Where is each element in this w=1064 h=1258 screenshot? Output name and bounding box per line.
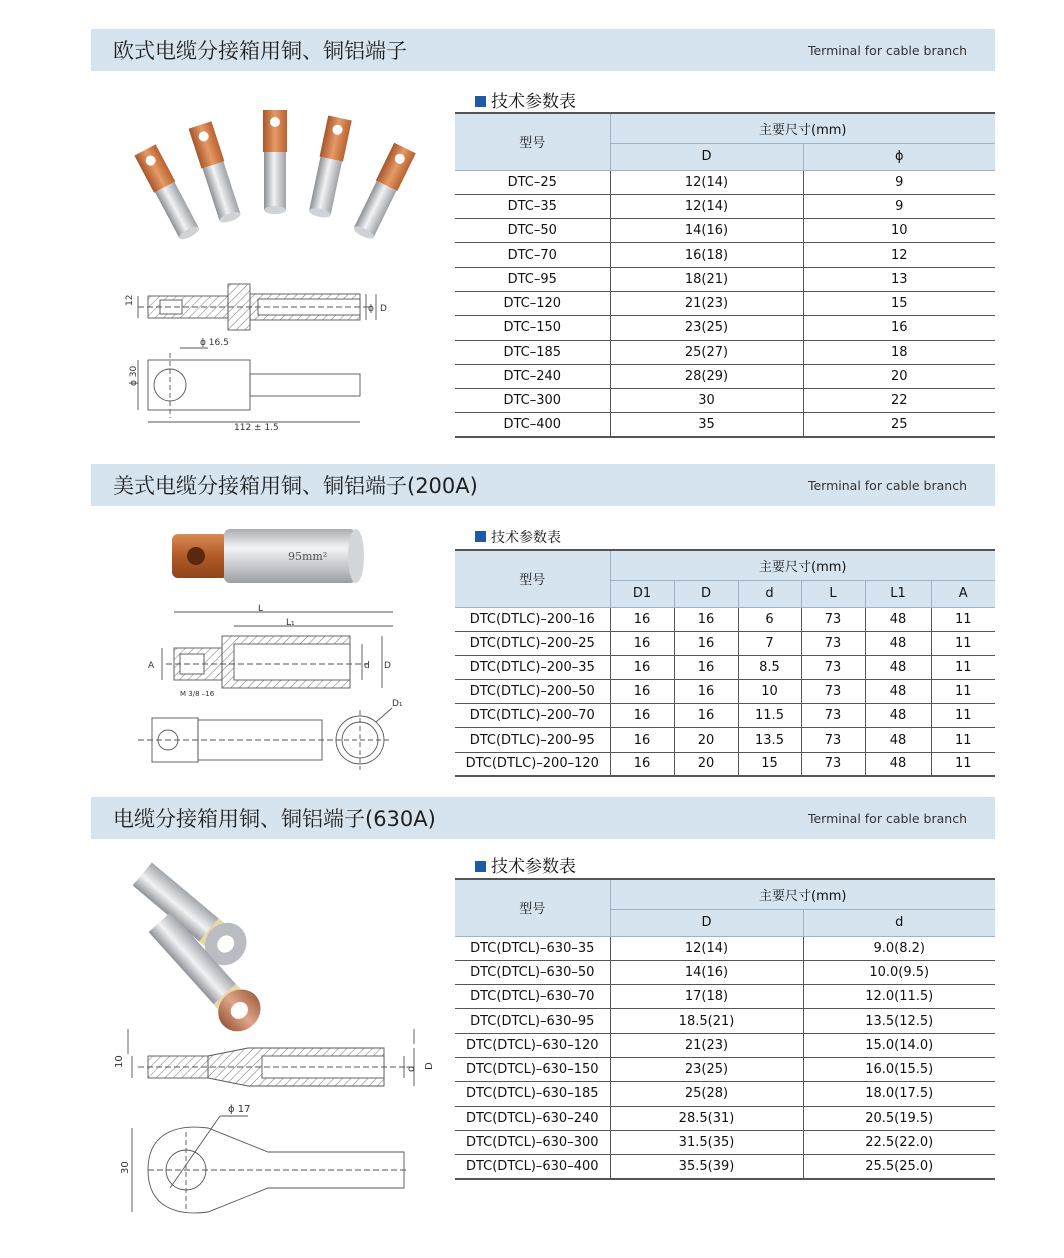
table-row <box>455 752 995 776</box>
model-cell: DTC–150 <box>455 316 610 340</box>
dimension-label: 12 <box>125 294 135 306</box>
header-main-dimensions: 主要尺寸(mm) <box>610 113 995 143</box>
value-cell: 12.0(11.5) <box>803 985 995 1009</box>
model-cell: DTC(DTCL)–630–70 <box>455 985 610 1009</box>
table-row <box>455 267 995 291</box>
value-cell: 11 <box>931 607 995 631</box>
value-cell: 48 <box>865 752 931 776</box>
table-row <box>455 219 995 243</box>
model-cell: DTC(DTLC)–200–70 <box>455 704 610 728</box>
column-header: D <box>674 580 738 607</box>
column-header: d <box>803 909 995 936</box>
table-row <box>455 413 995 437</box>
header-main-dimensions: 主要尺寸(mm) <box>610 879 995 909</box>
model-cell: DTC(DTCL)–630–95 <box>455 1009 610 1033</box>
table-row <box>455 728 995 752</box>
value-cell: 8.5 <box>738 655 801 679</box>
model-cell: DTC(DTCL)–630–300 <box>455 1130 610 1154</box>
dimension-label: M 3/8 –16 <box>180 690 215 698</box>
section-banner <box>91 797 995 839</box>
value-cell: 35 <box>610 413 803 437</box>
dimension-label: ϕ 17 <box>228 1104 251 1115</box>
column-header: D <box>610 143 803 170</box>
section-banner <box>91 464 995 506</box>
value-cell: 10 <box>738 680 801 704</box>
value-cell: 73 <box>801 680 865 704</box>
value-cell: 20 <box>803 364 995 388</box>
value-cell: 25(27) <box>610 340 803 364</box>
value-cell: 16 <box>610 728 674 752</box>
value-cell: 48 <box>865 728 931 752</box>
value-cell: 23(25) <box>610 316 803 340</box>
value-cell: 11 <box>931 704 995 728</box>
table-row <box>455 1009 995 1033</box>
value-cell: 20 <box>674 752 738 776</box>
value-cell: 22.5(22.0) <box>803 1130 995 1154</box>
bullet-square-icon <box>475 861 486 872</box>
dimension-label: L <box>258 604 264 614</box>
table-row <box>455 1082 995 1106</box>
value-cell: 16 <box>610 607 674 631</box>
value-cell: 12(14) <box>610 170 803 194</box>
value-cell: 11 <box>931 680 995 704</box>
value-cell: 12 <box>803 243 995 267</box>
table-heading: 技术参数表 <box>475 87 576 112</box>
model-cell: DTC(DTLC)–200–95 <box>455 728 610 752</box>
value-cell: 16.0(15.5) <box>803 1057 995 1081</box>
section-title: 美式电缆分接箱用铜、铜铝端子(200A) <box>113 474 478 498</box>
model-cell: DTC(DTLC)–200–35 <box>455 655 610 679</box>
value-cell: 17(18) <box>610 985 803 1009</box>
model-cell: DTC–300 <box>455 389 610 413</box>
value-cell: 7 <box>738 631 801 655</box>
model-cell: DTC(DTCL)–630–185 <box>455 1082 610 1106</box>
value-cell: 9.0(8.2) <box>803 936 995 960</box>
model-cell: DTC–50 <box>455 219 610 243</box>
table-heading: 技术参数表 <box>475 527 561 547</box>
value-cell: 73 <box>801 631 865 655</box>
table-row <box>455 680 995 704</box>
table-row <box>455 1057 995 1081</box>
model-cell: DTC–25 <box>455 170 610 194</box>
dimension-label: 30 <box>120 1161 131 1174</box>
value-cell: 16 <box>674 680 738 704</box>
value-cell: 12(14) <box>610 194 803 218</box>
value-cell: 22 <box>803 389 995 413</box>
dimension-label: D <box>380 304 387 314</box>
dimension-label: D₁ <box>392 699 403 709</box>
terminal-technical-drawing <box>118 278 408 433</box>
column-header: L <box>801 580 865 607</box>
value-cell: 14(16) <box>610 960 803 984</box>
value-cell: 16 <box>610 655 674 679</box>
value-cell: 9 <box>803 170 995 194</box>
model-cell: DTC–35 <box>455 194 610 218</box>
table-row <box>455 316 995 340</box>
value-cell: 16(18) <box>610 243 803 267</box>
section-subtitle-english: Terminal for cable branch <box>807 811 967 826</box>
table-row <box>455 655 995 679</box>
value-cell: 6 <box>738 607 801 631</box>
value-cell: 73 <box>801 752 865 776</box>
value-cell: 35.5(39) <box>610 1155 803 1179</box>
dimension-label: D <box>424 1062 435 1070</box>
value-cell: 12(14) <box>610 936 803 960</box>
value-cell: 20 <box>674 728 738 752</box>
value-cell: 15 <box>803 291 995 315</box>
dimension-label: 112 ± 1.5 <box>234 423 279 433</box>
value-cell: 16 <box>674 631 738 655</box>
section-subtitle-english: Terminal for cable branch <box>807 43 967 58</box>
table-row <box>455 170 995 194</box>
bullet-square-icon <box>475 96 486 107</box>
model-cell: DTC(DTCL)–630–150 <box>455 1057 610 1081</box>
value-cell: 11 <box>931 752 995 776</box>
dimension-label: ϕ <box>368 304 374 314</box>
dimension-label: 10 <box>114 1055 125 1068</box>
bullet-square-icon <box>475 531 486 542</box>
model-cell: DTC–95 <box>455 267 610 291</box>
table-row <box>455 985 995 1009</box>
table-row <box>455 291 995 315</box>
section-subtitle-english: Terminal for cable branch <box>807 478 967 493</box>
value-cell: 18(21) <box>610 267 803 291</box>
value-cell: 16 <box>674 607 738 631</box>
header-model: 型号 <box>455 879 610 936</box>
dimension-label: ϕ 16.5 <box>200 338 229 348</box>
value-cell: 13.5(12.5) <box>803 1009 995 1033</box>
value-cell: 21(23) <box>610 1033 803 1057</box>
section-banner <box>91 29 995 71</box>
column-header: d <box>738 580 801 607</box>
value-cell: 28(29) <box>610 364 803 388</box>
table-row <box>455 364 995 388</box>
value-cell: 13 <box>803 267 995 291</box>
value-cell: 25.5(25.0) <box>803 1155 995 1179</box>
model-cell: DTC–400 <box>455 413 610 437</box>
value-cell: 73 <box>801 607 865 631</box>
table-row <box>455 194 995 218</box>
column-header: ϕ <box>803 143 995 170</box>
dimension-label: d <box>406 1065 417 1072</box>
spec-table <box>455 112 995 438</box>
table-row <box>455 340 995 364</box>
table-row <box>455 704 995 728</box>
dimension-label: A <box>148 661 155 671</box>
value-cell: 15 <box>738 752 801 776</box>
value-cell: 16 <box>674 704 738 728</box>
terminal-technical-drawing <box>108 1024 433 1214</box>
value-cell: 31.5(35) <box>610 1130 803 1154</box>
value-cell: 18.0(17.5) <box>803 1082 995 1106</box>
value-cell: 48 <box>865 631 931 655</box>
value-cell: 16 <box>610 631 674 655</box>
value-cell: 11 <box>931 655 995 679</box>
value-cell: 48 <box>865 607 931 631</box>
table-row <box>455 389 995 413</box>
value-cell: 73 <box>801 655 865 679</box>
model-cell: DTC(DTCL)–630–35 <box>455 936 610 960</box>
table-row <box>455 960 995 984</box>
terminal-product-photo <box>105 100 445 250</box>
value-cell: 48 <box>865 655 931 679</box>
terminal-technical-drawing <box>138 602 413 780</box>
value-cell: 20.5(19.5) <box>803 1106 995 1130</box>
spec-table <box>455 549 995 777</box>
value-cell: 28.5(31) <box>610 1106 803 1130</box>
value-cell: 16 <box>674 655 738 679</box>
value-cell: 16 <box>610 752 674 776</box>
column-header: D1 <box>610 580 674 607</box>
table-row <box>455 1130 995 1154</box>
value-cell: 21(23) <box>610 291 803 315</box>
value-cell: 25(28) <box>610 1082 803 1106</box>
table-row <box>455 243 995 267</box>
value-cell: 73 <box>801 728 865 752</box>
value-cell: 16 <box>610 704 674 728</box>
value-cell: 14(16) <box>610 219 803 243</box>
model-cell: DTC–120 <box>455 291 610 315</box>
header-model: 型号 <box>455 113 610 170</box>
value-cell: 18.5(21) <box>610 1009 803 1033</box>
column-header: A <box>931 580 995 607</box>
product-marking: 95mm² <box>288 550 328 563</box>
value-cell: 25 <box>803 413 995 437</box>
dimension-label: ϕ 30 <box>129 365 139 386</box>
value-cell: 30 <box>610 389 803 413</box>
model-cell: DTC–240 <box>455 364 610 388</box>
header-model: 型号 <box>455 550 610 607</box>
value-cell: 16 <box>610 680 674 704</box>
header-main-dimensions: 主要尺寸(mm) <box>610 550 995 580</box>
value-cell: 15.0(14.0) <box>803 1033 995 1057</box>
column-header: L1 <box>865 580 931 607</box>
model-cell: DTC(DTCL)–630–50 <box>455 960 610 984</box>
table-row <box>455 1106 995 1130</box>
table-row <box>455 936 995 960</box>
model-cell: DTC–185 <box>455 340 610 364</box>
model-cell: DTC(DTCL)–630–240 <box>455 1106 610 1130</box>
terminal-product-photo <box>168 526 368 586</box>
table-row <box>455 607 995 631</box>
value-cell: 11.5 <box>738 704 801 728</box>
table-heading: 技术参数表 <box>475 852 576 877</box>
value-cell: 73 <box>801 704 865 728</box>
dimension-label: d <box>364 661 370 671</box>
table-row <box>455 1033 995 1057</box>
column-header: D <box>610 909 803 936</box>
terminal-product-photo <box>190 850 370 1025</box>
value-cell: 18 <box>803 340 995 364</box>
model-cell: DTC(DTCL)–630–400 <box>455 1155 610 1179</box>
model-cell: DTC(DTLC)–200–16 <box>455 607 610 631</box>
dimension-label: D <box>384 661 391 671</box>
table-row <box>455 1155 995 1179</box>
model-cell: DTC(DTLC)–200–25 <box>455 631 610 655</box>
table-row <box>455 631 995 655</box>
value-cell: 11 <box>931 728 995 752</box>
spec-table <box>455 878 995 1180</box>
model-cell: DTC(DTLC)–200–50 <box>455 680 610 704</box>
dimension-label: L₁ <box>286 618 295 628</box>
section-title: 欧式电缆分接箱用铜、铜铝端子 <box>113 39 407 63</box>
model-cell: DTC–70 <box>455 243 610 267</box>
value-cell: 48 <box>865 680 931 704</box>
value-cell: 13.5 <box>738 728 801 752</box>
value-cell: 11 <box>931 631 995 655</box>
value-cell: 23(25) <box>610 1057 803 1081</box>
value-cell: 9 <box>803 194 995 218</box>
section-title: 电缆分接箱用铜、铜铝端子(630A) <box>113 807 436 831</box>
value-cell: 16 <box>803 316 995 340</box>
value-cell: 10.0(9.5) <box>803 960 995 984</box>
value-cell: 48 <box>865 704 931 728</box>
value-cell: 10 <box>803 219 995 243</box>
model-cell: DTC(DTCL)–630–120 <box>455 1033 610 1057</box>
model-cell: DTC(DTLC)–200–120 <box>455 752 610 776</box>
